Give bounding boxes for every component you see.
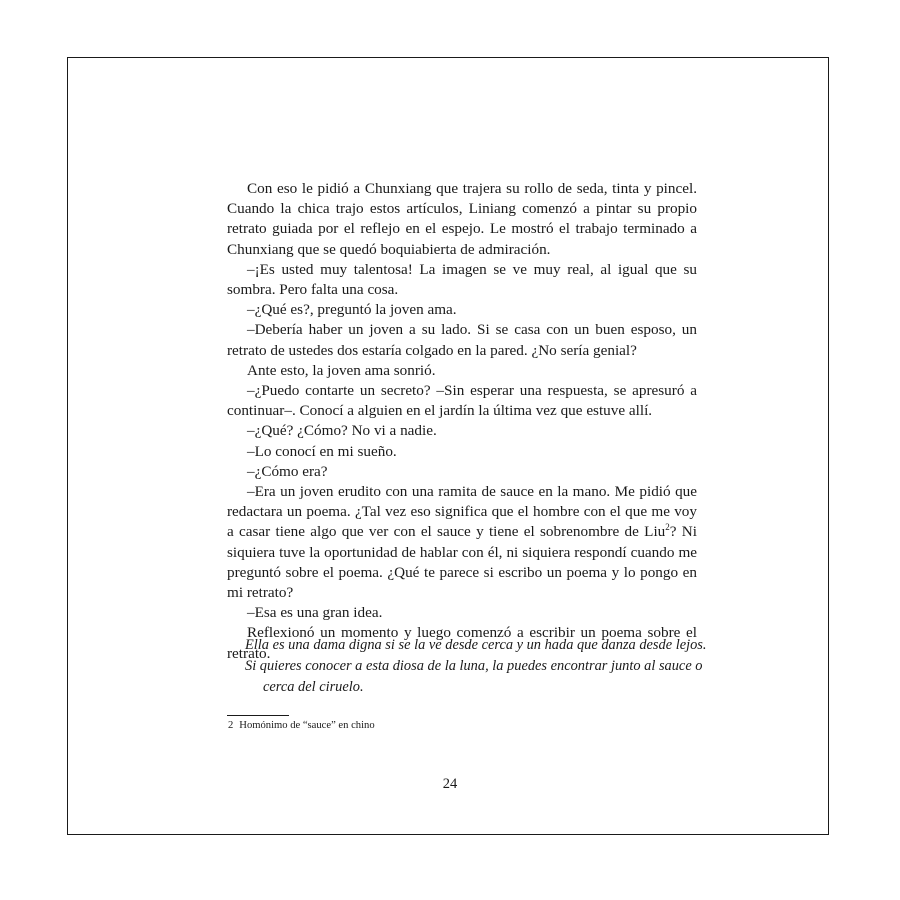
page-number: 24 <box>442 776 458 792</box>
poem <box>227 635 707 698</box>
footnote-divider <box>227 715 289 716</box>
paragraph: –¡Es usted muy talentosa! La imagen se ve muy real, al igual que su sombra. Pero falta una cosa. <box>227 260 697 299</box>
paragraph-with-footnote <box>227 482 697 603</box>
footnote-text: Homónimo de “sauce” en chino <box>239 720 375 731</box>
body-text <box>227 179 697 664</box>
paragraph: –Esa es una gran idea. <box>247 604 383 622</box>
poem-line: Si quieres conocer a esta diosa de la luna, la puedes encontrar junto al sauce o cerca del ciruelo. <box>245 658 703 695</box>
paragraph: Con eso le pidió a Chunxiang que trajera su rollo de seda, tinta y pincel. Cuando la chica trajo estos artículos, Liniang comenzó a pintar su propio retrato guiada por el reflejo en el espejo. Le mostró el trabajo terminado a Chunxiang que se quedó boquiabierta de admiración. <box>227 180 697 258</box>
footnote-reference[interactable]: 2 <box>665 522 670 533</box>
footnote-number: 2 <box>228 720 234 731</box>
paragraph: –¿Qué? ¿Cómo? No vi a nadie. <box>247 422 437 440</box>
poem-line: Ella es una dama digna si se la ve desde cerca y un hada que danza desde lejos. <box>245 637 707 653</box>
paragraph: –Debería haber un joven a su lado. Si se casa con un buen esposo, un retrato de ustedes dos estaría colgado en la pared. ¿No sería genial? <box>227 321 697 359</box>
paragraph: –Lo conocí en mi sueño. <box>247 442 397 460</box>
paragraph: Ante esto, la joven ama sonrió. <box>247 361 436 379</box>
paragraph-part: ? Ni siquiera tuve la oportunidad de hablar con él, ni siquiera respondí cuando me preguntó sobre el poema. ¿Qué te parece si escribo un poema y lo pongo en mi retrato? <box>227 523 697 602</box>
footnote <box>228 719 375 732</box>
paragraph-part: –Era un joven erudito con una ramita de sauce en la mano. Me pidió que redactara un poema. ¿Tal vez eso significa que el hombre con el que me voy a casar tiene algo que ver con el sauce y tiene el sobrenombre de Liu <box>227 483 697 541</box>
paragraph: Reflexionó un momento y luego comenzó a escribir un poema sobre el retrato. <box>227 624 697 662</box>
paragraph: –¿Puedo contarte un secreto? –Sin esperar una respuesta, se apresuró a continuar–. Conocí a alguien en el jardín la última vez que estuve allí. <box>227 382 697 420</box>
paragraph: –¿Cómo era? <box>247 462 328 480</box>
paragraph: –¿Qué es?, preguntó la joven ama. <box>247 301 457 319</box>
